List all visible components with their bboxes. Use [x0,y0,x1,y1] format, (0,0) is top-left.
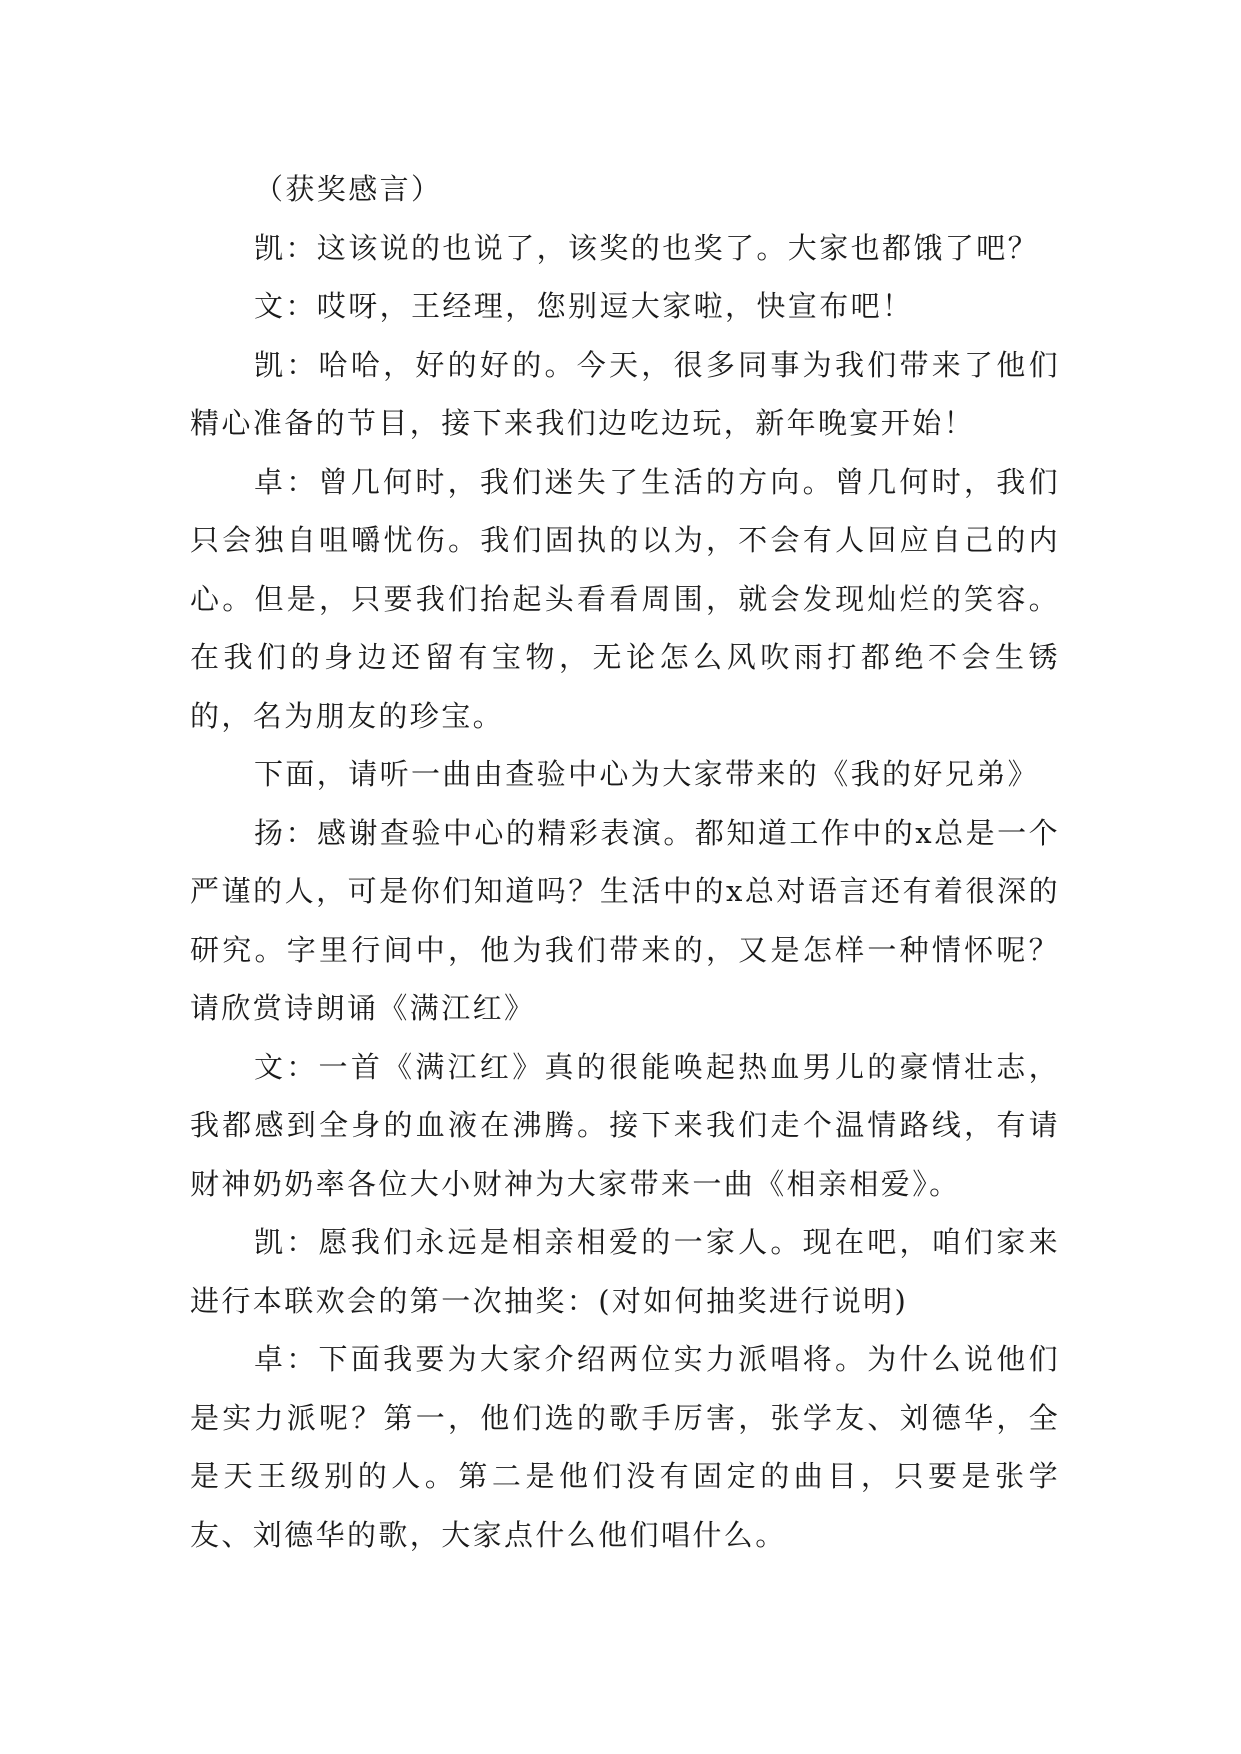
paragraph-wen-1: 文：哎呀，王经理，您别逗大家啦，快宣布吧！ [254,289,914,323]
paragraph-wen-2: 文：一首《满江红》真的很能唤起热血男儿的豪情壮志，我都感到全身的血液在沸腾。接下来我们走个温情路线，有请财神奶奶率各位大小财神为大家带来一曲《相亲相爱》。 [190,1049,1060,1201]
paragraph-kai-3: 凯：愿我们永远是相亲相爱的一家人。现在吧，咱们家来进行本联欢会的第一次抽奖：(对如何抽奖进行说明) [190,1225,1060,1318]
document-body [190,160,1060,1564]
paragraph-kai-2: 凯：哈哈，好的好的。今天，很多同事为我们带来了他们精心准备的节目，接下来我们边吃边玩，新年晚宴开始！ [190,347,1060,440]
paragraph-zhuo-1: 卓：曾几何时，我们迷失了生活的方向。曾几何时，我们只会独自咀嚼忧伤。我们固执的以为，不会有人回应自己的内心。但是，只要我们抬起头看看周围，就会发现灿烂的笑容。在我们的身边还留有宝物，无论怎么风吹雨打都绝不会生锈的，名为朋友的珍宝。 [190,464,1060,733]
paragraph-yang-1: 扬：感谢查验中心的精彩表演。都知道工作中的x总是一个严谨的人，可是你们知道吗？生活中的x总对语言还有着很深的研究。字里行间中，他为我们带来的，又是怎样一种情怀呢？请欣赏诗朗诵《满江红》 [190,815,1060,1025]
paragraph-award-speech: （获奖感言） [254,172,443,206]
paragraph-zhuo-2: 卓：下面我要为大家介绍两位实力派唱将。为什么说他们是实力派呢？第一，他们选的歌手厉害，张学友、刘德华，全是天王级别的人。第二是他们没有固定的曲目，只要是张学友、刘德华的歌，大家点什么他们唱什么。 [190,1342,1060,1552]
paragraph-announcement: 下面，请听一曲由查验中心为大家带来的《我的好兄弟》 [254,757,1040,791]
paragraph-kai-1: 凯：这该说的也说了，该奖的也奖了。大家也都饿了吧？ [254,230,1040,265]
